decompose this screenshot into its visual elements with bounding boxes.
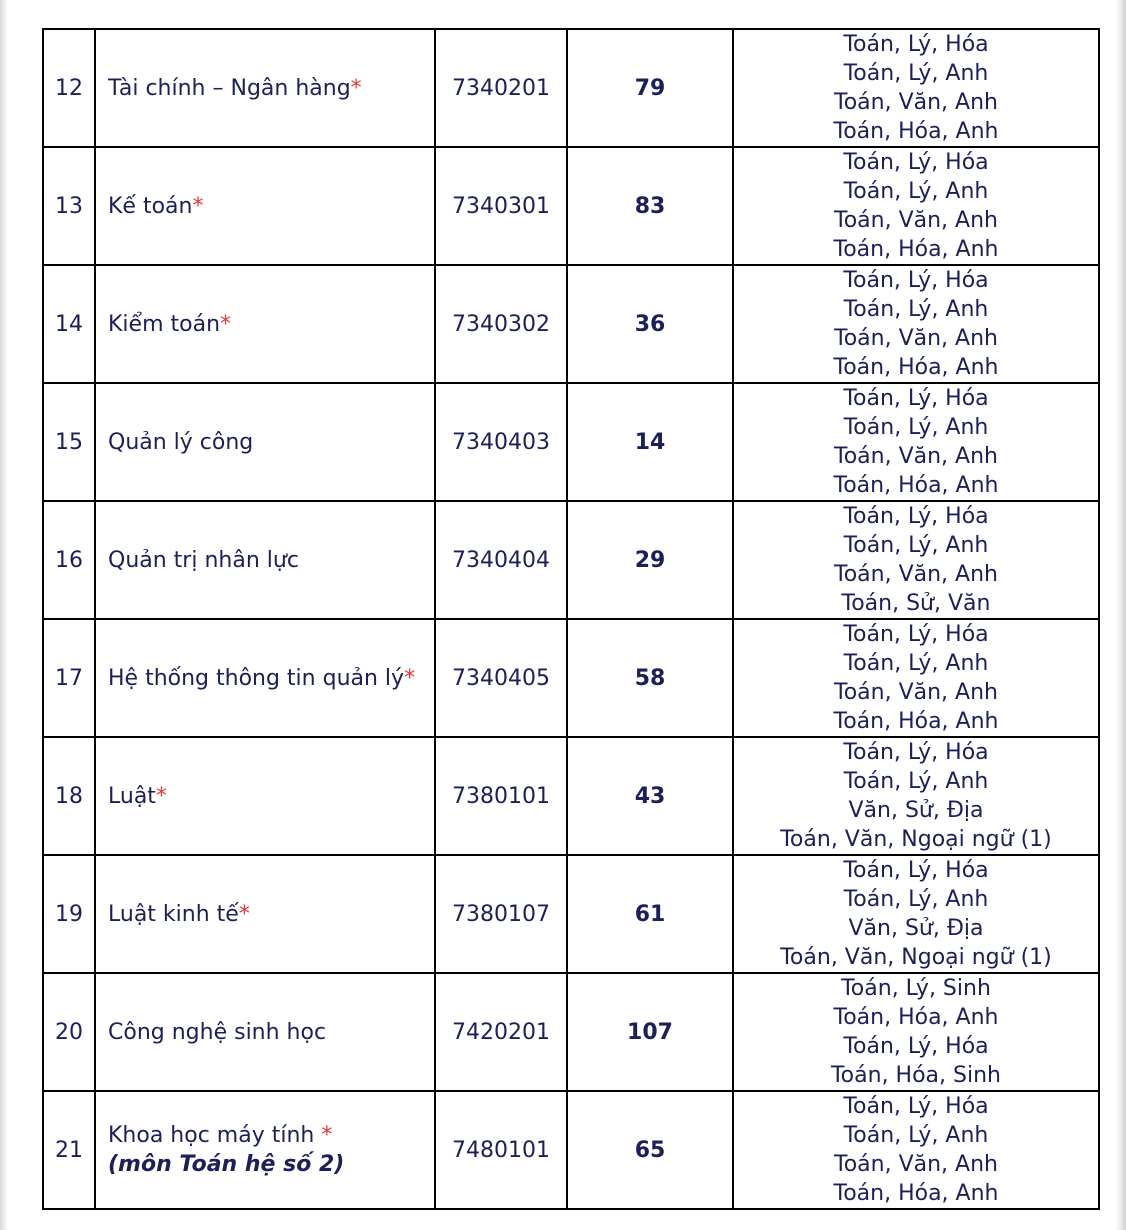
subject-combination: Toán, Lý, Anh	[843, 769, 989, 794]
quota-value: 36	[567, 265, 733, 383]
quota-value: 58	[567, 619, 733, 737]
subject-combinations	[733, 619, 1099, 737]
row-number: 14	[43, 265, 95, 383]
major-name: Khoa học máy tính	[108, 1123, 322, 1148]
subject-combination: Toán, Lý, Anh	[843, 533, 989, 558]
table-body	[43, 29, 1099, 1209]
subject-combinations	[733, 29, 1099, 147]
subject-combinations	[733, 737, 1099, 855]
major-name-cell	[95, 737, 435, 855]
quota-value: 61	[567, 855, 733, 973]
quota-value: 83	[567, 147, 733, 265]
major-code: 7380107	[435, 855, 567, 973]
subject-combination: Toán, Văn, Anh	[834, 90, 998, 115]
major-name: Kiểm toán	[108, 311, 221, 337]
subject-combination: Toán, Lý, Hóa	[843, 32, 989, 57]
subject-combinations	[733, 147, 1099, 265]
major-name: Quản trị nhân lực	[108, 547, 299, 573]
row-number: 19	[43, 855, 95, 973]
subject-combination: Toán, Hóa, Sinh	[830, 1063, 1001, 1088]
subject-combination: Toán, Văn, Ngoại ngữ (1)	[780, 827, 1052, 852]
major-code: 7340302	[435, 265, 567, 383]
quota-value: 14	[567, 383, 733, 501]
subject-combination: Toán, Lý, Anh	[843, 415, 989, 440]
table-row	[43, 147, 1099, 265]
row-number: 20	[43, 973, 95, 1091]
quota-value: 79	[567, 29, 733, 147]
table-row	[43, 1091, 1099, 1209]
subject-combinations	[733, 265, 1099, 383]
major-name: Luật	[108, 783, 156, 809]
page-edge-left	[0, 0, 8, 1230]
subject-combination: Toán, Văn, Anh	[834, 444, 998, 469]
subject-combination: Văn, Sử, Địa	[848, 916, 984, 941]
subject-combination: Toán, Lý, Hóa	[843, 740, 989, 765]
table-row	[43, 29, 1099, 147]
subject-combination: Toán, Lý, Anh	[843, 1123, 989, 1148]
subject-combination: Toán, Hóa, Anh	[833, 473, 999, 498]
table-row	[43, 737, 1099, 855]
table-row	[43, 383, 1099, 501]
row-number: 17	[43, 619, 95, 737]
table-row	[43, 855, 1099, 973]
asterisk-mark: *	[238, 901, 250, 927]
major-name: Tài chính – Ngân hàng	[108, 75, 351, 101]
major-code: 7340403	[435, 383, 567, 501]
asterisk-mark: *	[350, 75, 362, 101]
asterisk-mark: *	[220, 311, 232, 337]
table-row	[43, 501, 1099, 619]
major-name: Kế toán	[108, 193, 193, 219]
major-name: Quản lý công	[108, 429, 254, 455]
quota-value: 107	[567, 973, 733, 1091]
major-name-cell	[95, 501, 435, 619]
page-edge-right	[1116, 0, 1126, 1230]
subject-combinations	[733, 383, 1099, 501]
subject-combination: Toán, Lý, Hóa	[843, 386, 989, 411]
subject-combination: Toán, Văn, Anh	[834, 208, 998, 233]
major-name-cell	[95, 855, 435, 973]
quota-value: 43	[567, 737, 733, 855]
subject-combination: Toán, Lý, Anh	[843, 297, 989, 322]
subject-combination: Toán, Văn, Anh	[834, 1152, 998, 1177]
major-code: 7480101	[435, 1091, 567, 1209]
table-row	[43, 619, 1099, 737]
row-number: 18	[43, 737, 95, 855]
major-name: Công nghệ sinh học	[108, 1019, 327, 1045]
subject-combination: Toán, Hóa, Anh	[833, 1005, 999, 1030]
subject-combination: Toán, Văn, Anh	[834, 326, 998, 351]
asterisk-mark: *	[404, 665, 416, 691]
row-number: 13	[43, 147, 95, 265]
major-code: 7340201	[435, 29, 567, 147]
major-code: 7340405	[435, 619, 567, 737]
subject-combinations	[733, 501, 1099, 619]
major-code: 7340404	[435, 501, 567, 619]
row-number: 15	[43, 383, 95, 501]
subject-combination: Toán, Lý, Sinh	[841, 976, 991, 1001]
subject-combination: Toán, Lý, Hóa	[843, 1094, 989, 1119]
major-name: Hệ thống thông tin quản lý	[108, 665, 405, 691]
subject-combinations	[733, 973, 1099, 1091]
quota-value: 65	[567, 1091, 733, 1209]
subject-combination: Văn, Sử, Địa	[848, 798, 984, 823]
subject-combination: Toán, Hóa, Anh	[833, 709, 999, 734]
subject-combination: Toán, Hóa, Anh	[833, 1181, 999, 1206]
subject-combination: Toán, Lý, Hóa	[843, 622, 989, 647]
row-number: 16	[43, 501, 95, 619]
major-code: 7340301	[435, 147, 567, 265]
table-row	[43, 265, 1099, 383]
major-name-cell	[95, 383, 435, 501]
major-name-cell	[95, 973, 435, 1091]
row-number: 21	[43, 1091, 95, 1209]
subject-combination: Toán, Lý, Hóa	[843, 268, 989, 293]
asterisk-mark: *	[321, 1123, 333, 1148]
subject-combination: Toán, Văn, Anh	[834, 680, 998, 705]
subject-combination: Toán, Lý, Anh	[843, 651, 989, 676]
major-name: Luật kinh tế	[108, 901, 239, 927]
major-name-cell	[95, 1091, 435, 1209]
subject-combination: Toán, Văn, Anh	[834, 562, 998, 587]
asterisk-mark: *	[192, 193, 204, 219]
subject-combination: Toán, Hóa, Anh	[833, 237, 999, 262]
row-number: 12	[43, 29, 95, 147]
subject-combination: Toán, Hóa, Anh	[833, 119, 999, 144]
quota-value: 29	[567, 501, 733, 619]
asterisk-mark: *	[155, 783, 167, 809]
admissions-table	[42, 28, 1100, 1210]
major-name-cell	[95, 265, 435, 383]
subject-combination: Toán, Lý, Hóa	[843, 504, 989, 529]
subject-combination: Toán, Sử, Văn	[841, 591, 991, 616]
subject-combination: Toán, Văn, Ngoại ngữ (1)	[780, 945, 1052, 970]
table-row	[43, 973, 1099, 1091]
subject-combinations	[733, 1091, 1099, 1209]
major-code: 7420201	[435, 973, 567, 1091]
subject-combination: Toán, Lý, Anh	[843, 179, 989, 204]
subject-combination: Toán, Lý, Hóa	[843, 858, 989, 883]
major-name-cell	[95, 619, 435, 737]
major-name-cell	[95, 29, 435, 147]
major-name-cell	[95, 147, 435, 265]
subject-combination: Toán, Hóa, Anh	[833, 355, 999, 380]
subject-combination: Toán, Lý, Anh	[843, 61, 989, 86]
subject-combination: Toán, Lý, Hóa	[843, 150, 989, 175]
subject-combination: Toán, Lý, Anh	[843, 887, 989, 912]
subject-combinations	[733, 855, 1099, 973]
major-code: 7380101	[435, 737, 567, 855]
major-note: (môn Toán hệ số 2)	[108, 1152, 345, 1177]
subject-combination: Toán, Lý, Hóa	[843, 1034, 989, 1059]
